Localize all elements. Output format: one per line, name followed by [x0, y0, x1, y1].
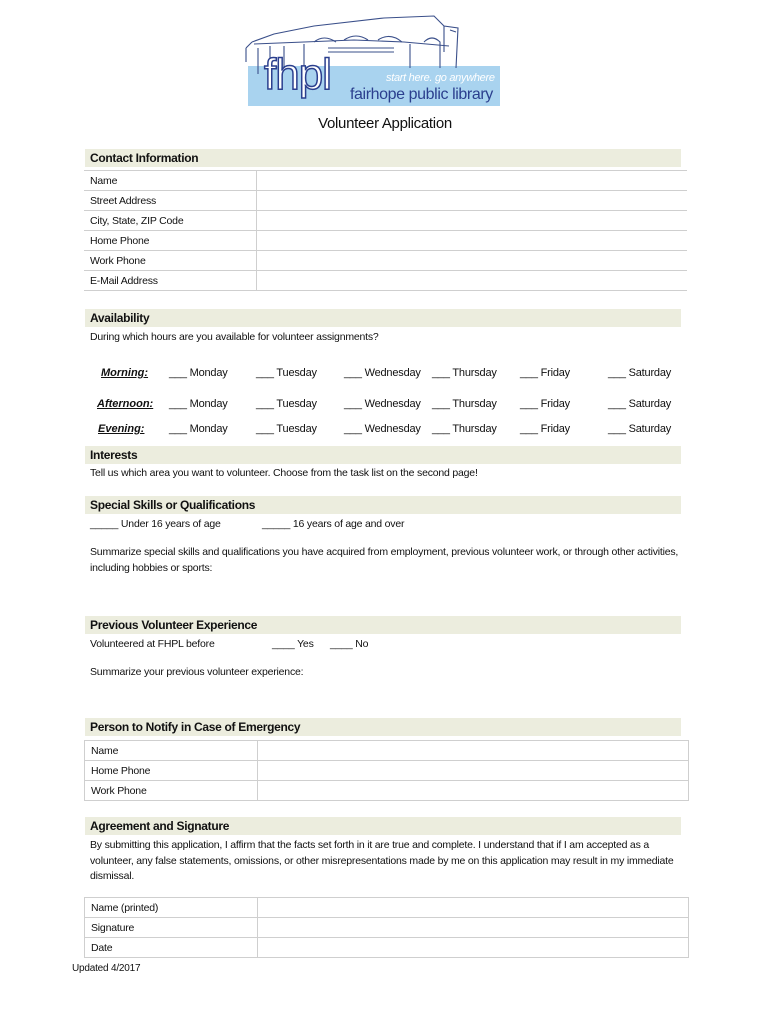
section-heading-agreement: Agreement and Signature: [85, 817, 681, 835]
logo-letters: fhpl: [264, 50, 331, 99]
evening-monday-option[interactable]: ___ Monday: [169, 423, 228, 435]
afternoon-thursday-option[interactable]: ___ Thursday: [432, 398, 497, 410]
library-logo: [244, 12, 502, 110]
section-heading-contact: Contact Information: [85, 149, 681, 167]
contact-label: E-Mail Address: [84, 271, 257, 291]
morning-wednesday-option[interactable]: ___ Wednesday: [344, 367, 421, 379]
evening-friday-option[interactable]: ___ Friday: [520, 423, 570, 435]
table-row: [84, 271, 687, 291]
table-row: [85, 741, 689, 761]
previous-yes-option[interactable]: ____ Yes: [272, 638, 314, 650]
afternoon-friday-option[interactable]: ___ Friday: [520, 398, 570, 410]
contact-label: Home Phone: [84, 231, 257, 251]
table-row: [84, 251, 687, 271]
table-row: [84, 231, 687, 251]
page-title: Volunteer Application: [318, 115, 452, 132]
date-field[interactable]: [258, 938, 689, 958]
period-afternoon-label: Afternoon:: [97, 398, 154, 410]
table-row: [84, 191, 687, 211]
emergency-label: Name: [85, 741, 258, 761]
section-heading-availability: Availability: [85, 309, 681, 327]
contact-name-field[interactable]: [257, 171, 688, 191]
previous-question: Volunteered at FHPL before: [90, 638, 215, 650]
evening-saturday-option[interactable]: ___ Saturday: [608, 423, 672, 435]
period-morning-label: Morning:: [101, 367, 149, 379]
afternoon-tuesday-option[interactable]: ___ Tuesday: [256, 398, 317, 410]
signature-field[interactable]: [258, 918, 689, 938]
emergency-label: Work Phone: [85, 781, 258, 801]
skills-summary-prompt: Summarize special skills and qualifications you have acquired from employment, previous volunteer work, or through other activities, including hobbies or sports:: [90, 546, 679, 574]
emergency-label: Home Phone: [85, 761, 258, 781]
agreement-text: By submitting this application, I affirm that the facts set forth in it are true and complete. I understand that if I am accepted as a volunteer, any false statements, omissions, or other misrepresentations made by me on this application may result in my immediate dismissal.: [90, 839, 674, 882]
signature-table: [84, 897, 689, 958]
table-row: [85, 898, 689, 918]
table-row: [85, 781, 689, 801]
evening-tuesday-option[interactable]: ___ Tuesday: [256, 423, 317, 435]
table-row: [85, 938, 689, 958]
table-row: [85, 918, 689, 938]
previous-no-option[interactable]: ____ No: [330, 638, 369, 650]
afternoon-monday-option[interactable]: ___ Monday: [169, 398, 228, 410]
previous-summary-prompt: Summarize your previous volunteer experience:: [90, 666, 304, 678]
emergency-table: [84, 740, 689, 801]
emergency-work-phone-field[interactable]: [258, 781, 689, 801]
contact-table: [84, 170, 687, 291]
printed-name-field[interactable]: [258, 898, 689, 918]
period-evening-label: Evening:: [98, 423, 145, 435]
contact-email-field[interactable]: [257, 271, 688, 291]
contact-street-field[interactable]: [257, 191, 688, 211]
interests-text: Tell us which area you want to volunteer. Choose from the task list on the second page!: [90, 467, 478, 479]
morning-friday-option[interactable]: ___ Friday: [520, 367, 570, 379]
evening-wednesday-option[interactable]: ___ Wednesday: [344, 423, 421, 435]
contact-city-field[interactable]: [257, 211, 688, 231]
section-heading-skills: Special Skills or Qualifications: [85, 496, 681, 514]
afternoon-saturday-option[interactable]: ___ Saturday: [608, 398, 672, 410]
section-heading-previous: Previous Volunteer Experience: [85, 616, 681, 634]
signature-label: Date: [85, 938, 258, 958]
section-heading-interests: Interests: [85, 446, 681, 464]
age-16-over-option[interactable]: _____ 16 years of age and over: [262, 518, 405, 530]
contact-home-phone-field[interactable]: [257, 231, 688, 251]
table-row: [85, 761, 689, 781]
age-under-16-option[interactable]: _____ Under 16 years of age: [90, 518, 221, 530]
availability-question: During which hours are you available for volunteer assignments?: [90, 331, 379, 343]
table-row: [84, 211, 687, 231]
morning-tuesday-option[interactable]: ___ Tuesday: [256, 367, 317, 379]
morning-thursday-option[interactable]: ___ Thursday: [432, 367, 497, 379]
signature-label: Signature: [85, 918, 258, 938]
emergency-name-field[interactable]: [258, 741, 689, 761]
updated-date: Updated 4/2017: [72, 963, 141, 974]
morning-monday-option[interactable]: ___ Monday: [169, 367, 228, 379]
contact-work-phone-field[interactable]: [257, 251, 688, 271]
contact-label: Name: [84, 171, 257, 191]
section-heading-emergency: Person to Notify in Case of Emergency: [85, 718, 681, 736]
emergency-home-phone-field[interactable]: [258, 761, 689, 781]
contact-label: Street Address: [84, 191, 257, 211]
contact-label: Work Phone: [84, 251, 257, 271]
logo-tagline: start here. go anywhere: [386, 72, 495, 84]
signature-label: Name (printed): [85, 898, 258, 918]
evening-thursday-option[interactable]: ___ Thursday: [432, 423, 497, 435]
logo-library-name: fairhope public library: [350, 86, 493, 103]
contact-label: City, State, ZIP Code: [84, 211, 257, 231]
afternoon-wednesday-option[interactable]: ___ Wednesday: [344, 398, 421, 410]
table-row: [84, 171, 687, 191]
morning-saturday-option[interactable]: ___ Saturday: [608, 367, 672, 379]
